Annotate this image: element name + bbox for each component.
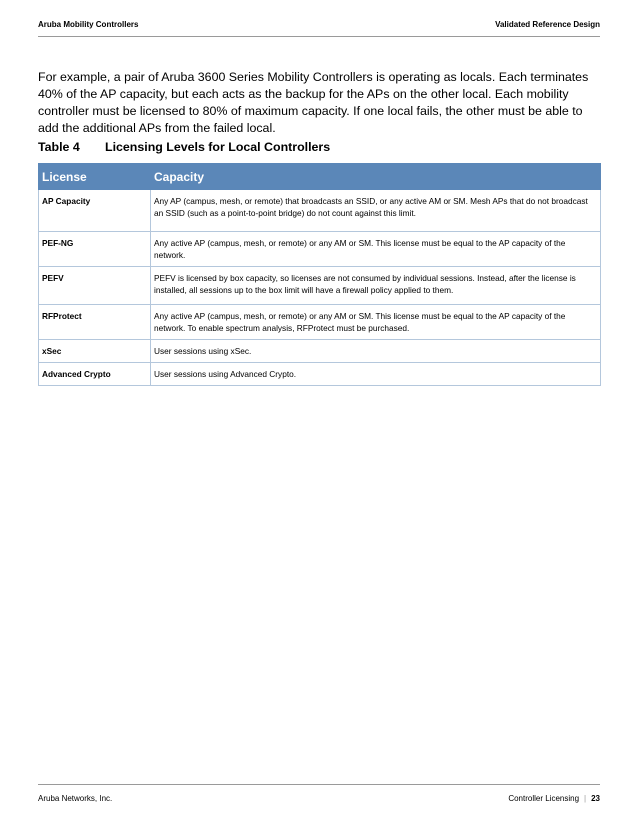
table-number: Table 4 bbox=[38, 140, 80, 154]
table-row bbox=[39, 267, 601, 305]
table-row bbox=[39, 305, 601, 340]
page-header bbox=[38, 16, 600, 37]
capacity-cell: User sessions using xSec. bbox=[151, 340, 601, 363]
column-header-capacity: Capacity bbox=[151, 164, 601, 190]
header-doc-title: Aruba Mobility Controllers bbox=[38, 20, 139, 29]
table-title: Licensing Levels for Local Controllers bbox=[105, 140, 331, 154]
table-row bbox=[39, 190, 601, 232]
table-header-row bbox=[39, 164, 601, 190]
license-cell: xSec bbox=[39, 340, 151, 363]
page-number: 23 bbox=[591, 794, 600, 803]
footer-separator: | bbox=[584, 794, 587, 803]
footer-right bbox=[508, 794, 600, 803]
capacity-cell: PEFV is licensed by box capacity, so licenses are not consumed by individual sessions. Instead, after the license is installed, all sessions up to the box limit will have a firewall policy applied to them. bbox=[151, 267, 601, 305]
license-cell: PEFV bbox=[39, 267, 151, 305]
body-paragraph: For example, a pair of Aruba 3600 Series Mobility Controllers is operating as locals. Each terminates 40% of the AP capacity, but each acts as the backup for the APs on the other local. Each mobility controller must be licensed to 80% of maximum capacity. If one local fails, the other must be able to add the additional APs from the failed local. bbox=[38, 70, 589, 135]
footer-section: Controller Licensing bbox=[508, 794, 580, 803]
license-cell: PEF-NG bbox=[39, 232, 151, 267]
header-doc-subtitle: Validated Reference Design bbox=[495, 20, 600, 29]
column-header-license: License bbox=[39, 164, 151, 190]
table-row bbox=[39, 340, 601, 363]
table-caption bbox=[38, 140, 330, 154]
capacity-cell: Any AP (campus, mesh, or remote) that broadcasts an SSID, or any active AM or SM. Mesh APs that do not broadcast an SSID (such as a point-to-point bridge) do not count against this limit. bbox=[151, 190, 601, 232]
table-row bbox=[39, 363, 601, 386]
licensing-table bbox=[38, 163, 601, 386]
page-footer bbox=[38, 784, 600, 805]
table-row bbox=[39, 232, 601, 267]
capacity-cell: Any active AP (campus, mesh, or remote) or any AM or SM. This license must be equal to the AP capacity of the network. bbox=[151, 232, 601, 267]
footer-company: Aruba Networks, Inc. bbox=[38, 794, 113, 803]
license-cell: AP Capacity bbox=[39, 190, 151, 232]
capacity-cell: User sessions using Advanced Crypto. bbox=[151, 363, 601, 386]
capacity-cell: Any active AP (campus, mesh, or remote) or any AM or SM. This license must be equal to the AP capacity of the network. To enable spectrum analysis, RFProtect must be purchased. bbox=[151, 305, 601, 340]
license-cell: Advanced Crypto bbox=[39, 363, 151, 386]
license-cell: RFProtect bbox=[39, 305, 151, 340]
